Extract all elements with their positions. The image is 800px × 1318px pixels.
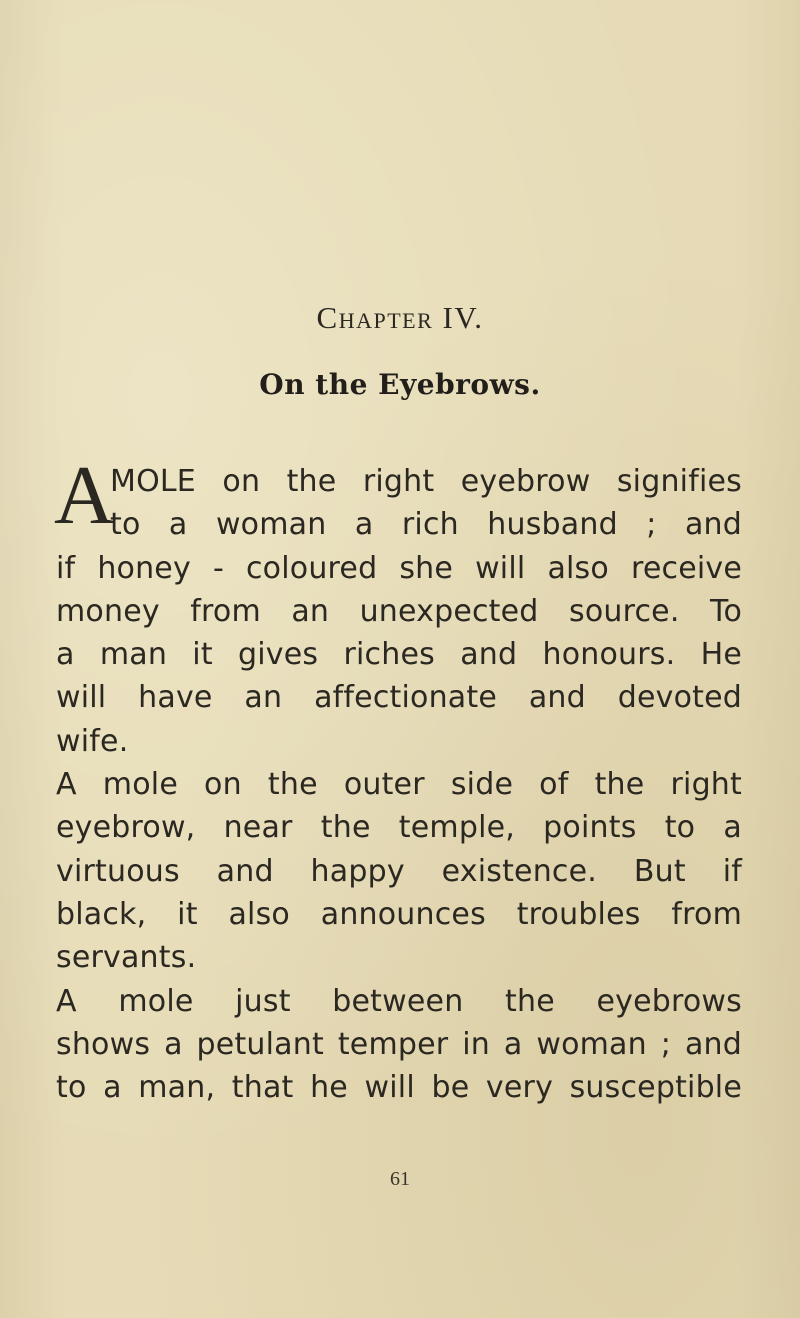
text-line: servants. [56,940,197,976]
text-line: to a man, that he will be very susceptible [56,1070,742,1106]
text-line: eyebrow, near the temple, points to a [56,810,742,846]
text-line: virtuous and happy existence. But if [56,853,742,889]
text-line: black, it also announces troubles from [56,896,742,932]
paragraph-1 [54,449,742,763]
section-title: On the Eyebrows. [259,368,541,401]
text-line: shows a petulant temper in a woman ; and [56,1026,742,1062]
body-text [54,449,742,1109]
drop-cap: A [54,449,115,542]
text-line: A mole just between the eyebrows [56,983,742,1019]
text-line: wife. [56,723,129,759]
text-line: money from an unexpected source. To [56,593,742,629]
page-number: 61 [390,1168,410,1190]
paragraph-3 [56,980,742,1110]
text-line: will have an affectionate and devoted [56,680,742,716]
text-line: A mole on the outer side of the right [56,767,742,803]
text-line: if honey - coloured she will also receive [56,550,742,586]
text-line: MOLE on the right eyebrow signifies [110,464,742,499]
text-line: a man it gives riches and honours. He [56,637,742,673]
paragraph-2 [56,763,742,979]
text-line: to a woman a rich husband ; and [110,507,742,543]
chapter-heading: Chapter IV. [316,300,484,335]
